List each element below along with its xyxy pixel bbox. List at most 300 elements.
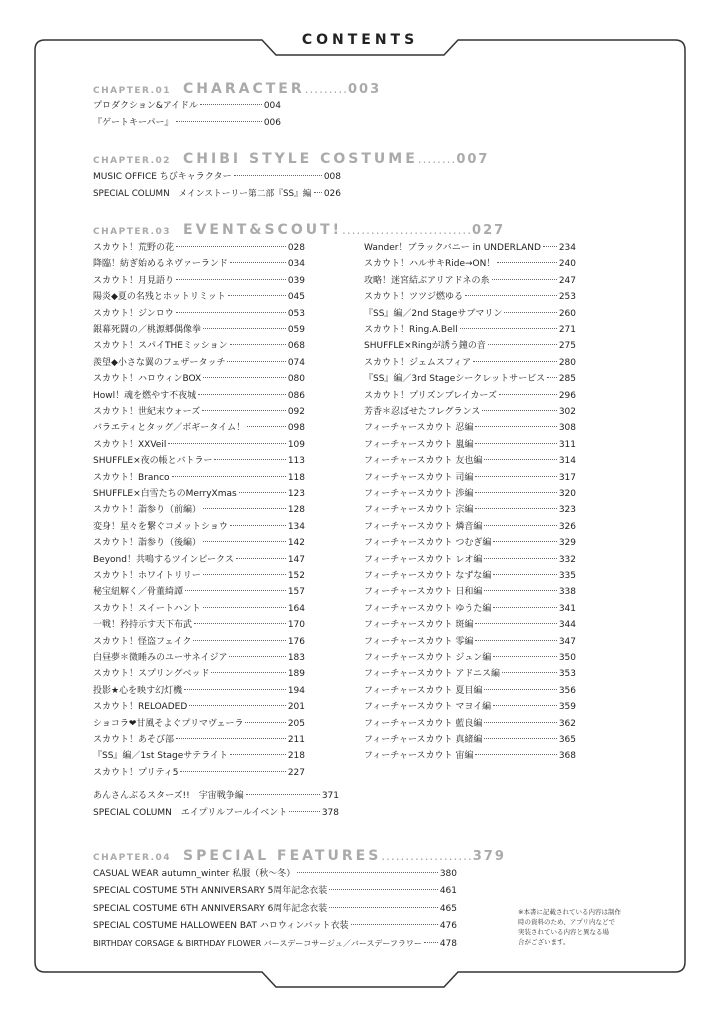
entry-title: Wander！ブラックバニー in UNDERLAND bbox=[364, 243, 541, 253]
toc-entry bbox=[93, 765, 305, 781]
toc-entry bbox=[364, 453, 576, 469]
entry-page: 478 bbox=[439, 938, 457, 949]
entry-page: 227 bbox=[287, 767, 305, 778]
entry-leader bbox=[234, 175, 322, 176]
entry-page: 134 bbox=[287, 521, 305, 532]
entry-title: スカウト！詣参り（後編） bbox=[93, 538, 202, 549]
entry-page: 320 bbox=[558, 489, 576, 499]
entry-leader bbox=[475, 754, 556, 755]
entry-leader bbox=[465, 295, 557, 296]
entry-leader bbox=[229, 656, 285, 657]
entry-title: 陽炎◆夏の名残とホットリミット bbox=[93, 292, 226, 303]
entry-leader bbox=[211, 672, 285, 673]
toc-entry bbox=[93, 404, 305, 420]
entry-page: 311 bbox=[558, 439, 576, 450]
toc-entry bbox=[364, 666, 576, 682]
toc-entry bbox=[93, 289, 305, 305]
entry-leader bbox=[246, 794, 320, 795]
entry-page: 183 bbox=[287, 653, 305, 663]
chapter-name: SPECIAL FEATURES bbox=[183, 848, 382, 864]
entry-page: 296 bbox=[558, 390, 576, 401]
entry-page: 275 bbox=[558, 341, 576, 352]
chapter-page: 003 bbox=[347, 82, 382, 97]
toc-entry bbox=[93, 420, 305, 436]
entry-title: スカウト！あそび部 bbox=[93, 735, 175, 745]
entry-title: スカウト！プリティ5 bbox=[93, 767, 179, 778]
entry-page: 317 bbox=[558, 472, 576, 483]
toc-entry bbox=[93, 788, 339, 804]
entry-title: 白昼夢＊微睡みのユーサネイジア bbox=[93, 653, 228, 663]
entry-leader bbox=[176, 738, 286, 739]
entry-title: スカウト！スイートハント bbox=[93, 603, 201, 614]
entry-page: 378 bbox=[321, 808, 339, 818]
entry-leader bbox=[329, 889, 438, 890]
entry-leader bbox=[475, 508, 556, 509]
toc-entry bbox=[93, 866, 457, 882]
entry-title: スカウト！荒野の花 bbox=[93, 243, 175, 253]
entry-page: 260 bbox=[558, 308, 576, 319]
entry-title: SPECIAL COSTUME 6TH ANNIVERSARY 6周年記念衣装 bbox=[93, 903, 328, 914]
toc-entry bbox=[93, 470, 305, 486]
entry-leader bbox=[230, 262, 286, 263]
entry-title: 『SS』編／3rd Stageシークレットサービス bbox=[364, 374, 546, 385]
toc-entry bbox=[93, 805, 339, 821]
entry-leader bbox=[484, 459, 556, 460]
entry-page: 194 bbox=[287, 685, 305, 696]
entry-title: スカウト！プリズンブレイカーズ bbox=[364, 390, 497, 401]
entry-title: SHUFFLE×白雪たちのMerryXmas bbox=[93, 489, 237, 499]
toc-entry bbox=[93, 683, 305, 699]
entry-leader bbox=[239, 492, 286, 493]
entry-title: スカウト！Ring.A.Bell bbox=[364, 325, 458, 335]
entry-page: 302 bbox=[558, 407, 576, 417]
page-title: CONTENTS bbox=[301, 32, 419, 48]
entry-title: スカウト！ハルサキRide→ON！ bbox=[364, 259, 496, 270]
entry-leader bbox=[475, 476, 556, 477]
entry-leader bbox=[228, 295, 286, 296]
entry-title: SPECIAL COSTUME HALLOWEEN BAT ハロウィンバット衣装 bbox=[93, 921, 349, 932]
entry-title: フィーチャースカウト 真緒編 bbox=[364, 735, 483, 745]
entry-leader bbox=[203, 377, 286, 378]
entry-page: 142 bbox=[287, 538, 305, 549]
entry-title: フィーチャースカウト 藍良編 bbox=[364, 718, 483, 729]
toc-entry bbox=[93, 936, 457, 952]
entry-leader bbox=[475, 492, 556, 493]
entry-leader bbox=[200, 104, 262, 105]
entry-leader bbox=[185, 590, 286, 591]
entry-page: 476 bbox=[439, 921, 457, 932]
entry-leader bbox=[493, 705, 557, 706]
entry-page: 045 bbox=[287, 292, 305, 303]
entry-title: SPECIAL COSTUME 5TH ANNIVERSARY 5周年記念衣装 bbox=[93, 886, 328, 897]
chapter-page: 027 bbox=[472, 223, 506, 238]
toc-entry bbox=[364, 470, 576, 486]
toc-entry bbox=[364, 601, 576, 617]
entry-leader bbox=[475, 640, 556, 641]
toc-entry bbox=[93, 355, 305, 371]
entry-leader bbox=[460, 328, 557, 329]
entry-page: 461 bbox=[439, 886, 457, 897]
entry-title: スカウト！スパイTHEミッション bbox=[93, 341, 228, 352]
entry-leader bbox=[475, 623, 556, 624]
entry-page: 152 bbox=[287, 571, 305, 581]
entry-page: 365 bbox=[558, 735, 576, 745]
entry-leader bbox=[424, 942, 438, 943]
entry-leader bbox=[227, 361, 285, 362]
entry-page: 253 bbox=[558, 292, 576, 303]
entry-page: 039 bbox=[287, 275, 305, 286]
entry-title: フィーチャースカウト つむぎ編 bbox=[364, 538, 492, 549]
chapter-number: CHAPTER.04 bbox=[93, 853, 172, 863]
entry-leader bbox=[203, 607, 286, 608]
entry-title: スカウト！世紀末ウォーズ bbox=[93, 407, 201, 417]
entry-page: 026 bbox=[323, 189, 341, 199]
entry-title: 羨望◆小さな翼のフェザータッチ bbox=[93, 357, 226, 368]
entry-leader bbox=[198, 394, 286, 395]
note-line: 実装されている内容と異なる場 bbox=[518, 928, 609, 936]
entry-leader bbox=[543, 246, 557, 247]
entry-title: Beyond！共鳴するツインピークス bbox=[93, 554, 234, 565]
entry-page: 350 bbox=[558, 653, 576, 663]
toc-entry bbox=[364, 699, 576, 715]
toc-entry bbox=[93, 535, 305, 551]
entry-title: フィーチャースカウト 嵐編 bbox=[364, 439, 474, 450]
entry-leader bbox=[547, 377, 557, 378]
entry-title: 一戦！矜持示す天下布武 bbox=[93, 620, 193, 631]
toc-entry bbox=[93, 388, 305, 404]
chapter-leader: ................... bbox=[381, 849, 473, 863]
entry-title: フィーチャースカウト レオ編 bbox=[364, 554, 483, 565]
entry-leader bbox=[502, 672, 557, 673]
entry-leader bbox=[176, 312, 286, 313]
entry-leader bbox=[493, 656, 557, 657]
entry-page: 240 bbox=[558, 259, 576, 270]
entry-page: 332 bbox=[558, 554, 576, 565]
entry-leader bbox=[184, 689, 286, 690]
entry-page: 080 bbox=[287, 374, 305, 385]
entry-leader bbox=[484, 722, 556, 723]
entry-page: 008 bbox=[323, 172, 341, 182]
entry-page: 053 bbox=[287, 308, 305, 319]
entry-title: フィーチャースカウト 燐音編 bbox=[364, 521, 483, 532]
entry-leader bbox=[203, 574, 286, 575]
entry-page: 359 bbox=[558, 702, 576, 713]
entry-title: 降臨！紡ぎ始めるネヴァーランド bbox=[93, 259, 228, 270]
entry-page: 371 bbox=[321, 791, 339, 801]
entry-leader bbox=[289, 811, 320, 812]
entry-title: SHUFFLE×Ringが誘う鐘の音 bbox=[364, 341, 486, 352]
chapter-number: CHAPTER.01 bbox=[93, 86, 172, 96]
entry-page: 341 bbox=[558, 603, 576, 614]
entry-page: 280 bbox=[558, 357, 576, 368]
toc-entry bbox=[93, 273, 305, 289]
chapter-page: 379 bbox=[472, 849, 506, 864]
toc-entry bbox=[364, 535, 576, 551]
toc-entry bbox=[93, 453, 305, 469]
toc-entry bbox=[364, 552, 576, 568]
entry-page: 356 bbox=[558, 685, 576, 696]
entry-leader bbox=[203, 541, 286, 542]
entry-page: 201 bbox=[287, 702, 305, 713]
entry-page: 344 bbox=[558, 620, 576, 631]
chapter-leader: ........................... bbox=[342, 223, 473, 237]
entry-title: フィーチャースカウト 夏目編 bbox=[364, 685, 483, 696]
entry-page: 113 bbox=[287, 456, 305, 467]
toc-entry bbox=[364, 371, 576, 387]
entry-page: 128 bbox=[287, 505, 305, 516]
chapter-name: CHIBI STYLE COSTUME bbox=[183, 151, 418, 167]
entry-leader bbox=[230, 344, 286, 345]
toc-entry bbox=[93, 901, 457, 917]
entry-leader bbox=[329, 907, 438, 908]
toc-entry bbox=[93, 240, 305, 256]
entry-title: SPECIAL COLUMN メインストーリー第二部『SS』編 bbox=[93, 189, 312, 199]
toc-entry bbox=[364, 584, 576, 600]
toc-entry bbox=[93, 371, 305, 387]
entry-leader bbox=[482, 410, 557, 411]
chapter-number: CHAPTER.02 bbox=[93, 156, 172, 166]
toc-entry bbox=[364, 437, 576, 453]
toc-entry bbox=[93, 169, 341, 185]
toc-entry bbox=[364, 650, 576, 666]
entry-title: 攻略！迷宮結ぶアリアドネの糸 bbox=[364, 275, 490, 286]
entry-title: MUSIC OFFICE ちびキャラクター bbox=[93, 172, 232, 182]
toc-entry bbox=[93, 519, 305, 535]
entry-title: スカウト！怪盗フェイク bbox=[93, 636, 192, 647]
entry-leader bbox=[475, 426, 556, 427]
entry-title: スカウト！ジェムスフィア bbox=[364, 357, 472, 368]
entry-title: フィーチャースカウト マヨイ編 bbox=[364, 702, 492, 713]
entry-title: スカウト！ツツジ燃ゆる bbox=[364, 292, 464, 303]
entry-page: 164 bbox=[287, 603, 305, 614]
chapter-name: CHARACTER bbox=[183, 81, 305, 97]
toc-entry bbox=[364, 404, 576, 420]
toc-entry bbox=[364, 306, 576, 322]
entry-title: あんさんぶるスターズ!! 宇宙戦争編 bbox=[93, 791, 244, 801]
entry-page: 218 bbox=[287, 751, 305, 762]
entry-leader bbox=[504, 312, 556, 313]
entry-leader bbox=[492, 279, 557, 280]
entry-page: 326 bbox=[558, 521, 576, 532]
entry-leader bbox=[473, 361, 557, 362]
entry-page: 109 bbox=[287, 439, 305, 450]
entry-page: 314 bbox=[558, 456, 576, 467]
entry-title: フィーチャースカウト 司編 bbox=[364, 472, 474, 483]
toc-entry bbox=[93, 617, 305, 633]
chapter-page: 007 bbox=[456, 152, 490, 167]
entry-page: 118 bbox=[287, 472, 305, 483]
entry-title: SPECIAL COLUMN エイプリルフールイベント bbox=[93, 808, 288, 818]
entry-title: ショコラ❤甘風そよぐプリマヴェーラ bbox=[93, 718, 244, 729]
toc-entry bbox=[93, 486, 305, 502]
entry-title: フィーチャースカウト 忍編 bbox=[364, 423, 474, 434]
toc-entry bbox=[364, 716, 576, 732]
chapter-heading-04 bbox=[93, 845, 506, 864]
entry-page: 157 bbox=[287, 587, 305, 598]
toc-entry bbox=[364, 568, 576, 584]
entry-leader bbox=[203, 328, 286, 329]
entry-leader bbox=[202, 410, 286, 411]
chapter-name: EVENT&SCOUT! bbox=[183, 222, 343, 238]
entry-title: スカウト！XXVeil bbox=[93, 439, 167, 450]
entry-title: フィーチャースカウト 渉編 bbox=[364, 489, 474, 499]
toc-entry bbox=[364, 256, 576, 272]
toc-entry bbox=[364, 617, 576, 633]
entry-title: スカウト！ジンロウ bbox=[93, 308, 174, 319]
entry-page: 211 bbox=[287, 735, 305, 745]
entry-leader bbox=[499, 394, 557, 395]
entry-leader bbox=[245, 722, 285, 723]
entry-title: BIRTHDAY CORSAGE & BIRTHDAY FLOWER バースデーコサージュ／バースデーフラワー bbox=[93, 938, 422, 948]
toc-entry bbox=[364, 748, 576, 764]
entry-title: スカウト！ホワイトリリー bbox=[93, 571, 201, 581]
entry-leader bbox=[180, 771, 285, 772]
entry-page: 176 bbox=[287, 636, 305, 647]
chapter-leader: ......... bbox=[304, 82, 348, 96]
entry-page: 285 bbox=[558, 374, 576, 385]
entry-leader bbox=[475, 443, 556, 444]
entry-leader bbox=[176, 121, 262, 122]
entry-page: 123 bbox=[287, 489, 305, 499]
toc-entry bbox=[93, 552, 305, 568]
toc-entry bbox=[93, 748, 305, 764]
entry-title: フィーチャースカウト 斑編 bbox=[364, 620, 474, 631]
entry-page: 271 bbox=[558, 325, 576, 335]
entry-title: フィーチャースカウト ゆうた編 bbox=[364, 603, 492, 614]
entry-leader bbox=[497, 262, 556, 263]
entry-leader bbox=[314, 192, 322, 193]
entry-leader bbox=[484, 689, 556, 690]
entry-title: 『ゲートキーパー』 bbox=[93, 118, 174, 128]
entry-page: 368 bbox=[558, 751, 576, 762]
entry-page: 362 bbox=[558, 718, 576, 729]
toc-entry bbox=[364, 240, 576, 256]
toc-entry bbox=[93, 186, 341, 202]
toc-entry bbox=[93, 306, 305, 322]
entry-page: 338 bbox=[558, 587, 576, 598]
note-line: ※本書に記載されている内容は制作 bbox=[518, 908, 621, 916]
toc-entry bbox=[364, 338, 576, 354]
entry-leader bbox=[484, 590, 556, 591]
toc-entry bbox=[93, 883, 457, 899]
toc-entry bbox=[93, 634, 305, 650]
toc-entry bbox=[93, 115, 281, 131]
chapter-number: CHAPTER.03 bbox=[93, 227, 172, 237]
entry-leader bbox=[203, 508, 286, 509]
entry-page: 034 bbox=[287, 259, 305, 270]
entry-title: 『SS』編／2nd Stageサブマリン bbox=[364, 308, 503, 319]
entry-title: Howl！魂を燃やす不夜城 bbox=[93, 390, 197, 401]
toc-entry bbox=[93, 584, 305, 600]
entry-page: 205 bbox=[287, 718, 305, 729]
toc-entry bbox=[93, 256, 305, 272]
note-line: 時の資料のため、アプリ内などで bbox=[518, 918, 615, 926]
toc-entry bbox=[364, 273, 576, 289]
toc-entry bbox=[364, 634, 576, 650]
entry-title: 『SS』編／1st Stageサテライト bbox=[93, 751, 228, 762]
toc-entry bbox=[364, 388, 576, 404]
entry-title: フィーチャースカウト 日和編 bbox=[364, 587, 483, 598]
entry-leader bbox=[236, 558, 286, 559]
toc-entry bbox=[93, 732, 305, 748]
entry-leader bbox=[484, 525, 556, 526]
entry-title: 秘宝紐解く／骨董綺譚 bbox=[93, 587, 184, 598]
disclaimer-note bbox=[518, 907, 628, 947]
entry-page: 086 bbox=[287, 390, 305, 401]
entry-leader bbox=[351, 924, 438, 925]
entry-page: 147 bbox=[287, 554, 305, 565]
entry-page: 353 bbox=[558, 669, 576, 680]
toc-entry bbox=[364, 732, 576, 748]
entry-page: 347 bbox=[558, 636, 576, 647]
toc-entry bbox=[93, 338, 305, 354]
entry-page: 234 bbox=[558, 243, 576, 253]
entry-page: 098 bbox=[287, 423, 305, 434]
entry-page: 092 bbox=[287, 407, 305, 417]
entry-page: 308 bbox=[558, 423, 576, 434]
entry-page: 329 bbox=[558, 538, 576, 549]
entry-leader bbox=[176, 246, 286, 247]
entry-title: フィーチャースカウト 宗編 bbox=[364, 505, 474, 516]
entry-title: 芳香＊忍ばせたフレグランス bbox=[364, 407, 481, 417]
note-line: 合がございます。 bbox=[518, 938, 570, 946]
entry-title: 投影★心を映す幻灯機 bbox=[93, 685, 183, 696]
entry-title: バラエティとタッグ／ボギータイム！ bbox=[93, 423, 246, 434]
entry-leader bbox=[493, 607, 556, 608]
entry-page: 335 bbox=[558, 571, 576, 581]
entry-page: 380 bbox=[439, 869, 457, 879]
toc-entry bbox=[93, 502, 305, 518]
entry-leader bbox=[230, 525, 286, 526]
chapter-heading-02 bbox=[93, 148, 489, 167]
entry-title: プロダクション&アイドル bbox=[93, 101, 199, 111]
toc-entry bbox=[93, 322, 305, 338]
entry-leader bbox=[194, 623, 286, 624]
entry-leader bbox=[297, 872, 438, 873]
entry-leader bbox=[168, 443, 285, 444]
entry-leader bbox=[189, 705, 286, 706]
entry-page: 028 bbox=[287, 243, 305, 253]
entry-leader bbox=[484, 558, 556, 559]
toc-entry bbox=[93, 666, 305, 682]
chapter-heading-01 bbox=[93, 78, 381, 97]
entry-page: 006 bbox=[263, 118, 281, 128]
toc-entry bbox=[93, 98, 281, 114]
chapter-leader: ........ bbox=[417, 152, 457, 166]
entry-title: 銀幕死闘の／桃源郷偶像拳 bbox=[93, 325, 202, 335]
toc-entry bbox=[364, 322, 576, 338]
entry-title: フィーチャースカウト なずな編 bbox=[364, 571, 492, 581]
entry-leader bbox=[176, 279, 286, 280]
entry-leader bbox=[247, 426, 286, 427]
entry-page: 323 bbox=[558, 505, 576, 516]
entry-leader bbox=[172, 476, 286, 477]
toc-entry bbox=[364, 519, 576, 535]
entry-title: SHUFFLE×夜の帳とバトラー bbox=[93, 456, 213, 467]
entry-leader bbox=[493, 541, 556, 542]
toc-entry bbox=[364, 420, 576, 436]
toc-entry bbox=[364, 486, 576, 502]
toc-entry bbox=[93, 650, 305, 666]
entry-page: 004 bbox=[263, 101, 281, 111]
entry-title: スカウト！ハロウィンBOX bbox=[93, 374, 202, 385]
entry-title: 変身！星々を繋ぐコメットショウ bbox=[93, 521, 228, 532]
entry-title: フィーチャースカウト アドニス編 bbox=[364, 669, 501, 680]
toc-entry bbox=[93, 699, 305, 715]
entry-leader bbox=[214, 459, 285, 460]
entry-page: 059 bbox=[287, 325, 305, 335]
entry-title: フィーチャースカウト ジュン編 bbox=[364, 653, 492, 663]
